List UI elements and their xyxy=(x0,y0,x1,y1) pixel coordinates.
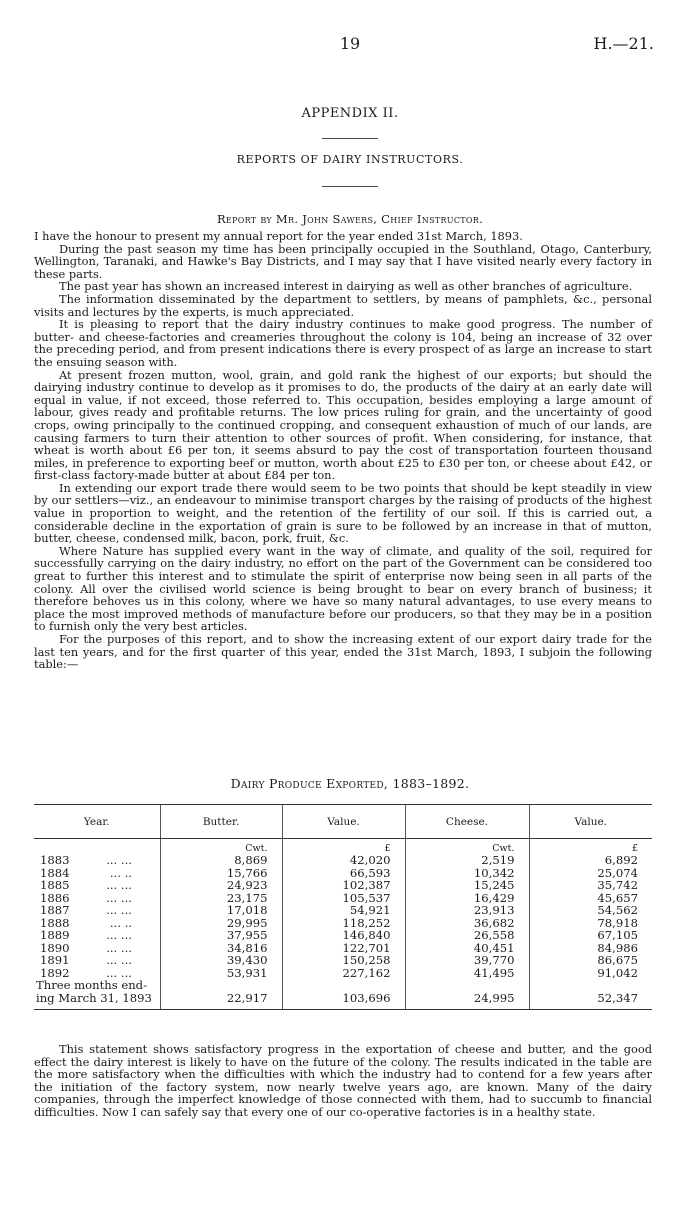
cheese-cell: 15,245 xyxy=(405,879,529,892)
butter-cell: 23,175 xyxy=(160,892,282,905)
paragraph: This statement shows satisfactory progress in the exportation of cheese and butter, and the good effect the dairy interest is likely to have on the future of the colony. The results indicated in the table are the more satisfactory when the difficulties with which the industry had to contend for a few years after the initiation of the factory system, now nearly twelve years ago, are known. Many of the dairy companies, through the imperfect knowledge of those connected with them, had to succumb to financial difficulties. Now I can safely say that every one of our co-operative factories is in a healthy state. xyxy=(34,1042,652,1119)
cheese-value-cell: 91,042 xyxy=(529,967,652,980)
cheese-cell: 26,558 xyxy=(405,929,529,942)
butter-value-cell: 118,252 xyxy=(282,917,405,930)
butter-cell: 34,816 xyxy=(160,942,282,955)
year-label: 1886 xyxy=(40,890,70,905)
year-label: 1892 xyxy=(40,965,70,980)
butter-value-cell: 66,593 xyxy=(282,867,405,880)
year-label: 1890 xyxy=(40,940,70,955)
butter-cell: 22,917 xyxy=(160,979,282,1010)
butter-value-cell: 54,921 xyxy=(282,904,405,917)
leader-dots: ... ... xyxy=(106,953,132,967)
cheese-value-cell: 25,074 xyxy=(529,867,652,880)
year-cell xyxy=(34,954,160,967)
cheese-cell: 24,995 xyxy=(405,979,529,1010)
divider-rule xyxy=(322,138,378,139)
unit-pound: £ xyxy=(282,839,405,855)
table-row-three-months xyxy=(34,979,652,1010)
cheese-value-cell: 45,657 xyxy=(529,892,652,905)
section-title: REPORTS OF DAIRY INSTRUCTORS. xyxy=(236,153,464,166)
butter-value-cell: 122,701 xyxy=(282,942,405,955)
column-header-butter: Butter. xyxy=(160,805,282,839)
butter-cell: 37,955 xyxy=(160,929,282,942)
divider-rule xyxy=(322,186,378,187)
table-row xyxy=(34,879,652,892)
butter-value-cell: 150,258 xyxy=(282,954,405,967)
cheese-cell: 16,429 xyxy=(405,892,529,905)
cheese-value-cell: 86,675 xyxy=(529,954,652,967)
paragraph: During the past season my time has been principally occupied in the Southland, Otago, Canterbury, Wellington, Taranaki, and Hawke's Bay Districts, and I may say that I have visited nearly every factory in these parts. xyxy=(34,241,652,281)
appendix-title: APPENDIX II. xyxy=(301,106,399,121)
paragraph: It is pleasing to report that the dairy industry continues to make good progress. The number of butter- and cheese-factories and creameries throughout the colony is 104, being an increase of 32 over the preceding period, and from present indications there is every prospect of as large an increase to start the ensuing season with. xyxy=(34,317,652,369)
leader-dots: ... ... xyxy=(106,890,132,905)
butter-value-cell: 227,162 xyxy=(282,967,405,980)
cheese-value-cell: 54,562 xyxy=(529,904,652,917)
leader-dots: ... ... xyxy=(106,965,132,980)
page-number: 19 xyxy=(339,34,361,53)
butter-cell: 29,995 xyxy=(160,917,282,930)
paragraph: In extending our export trade there would seem to be two points that should be kept steadily in view by our settlers—viz., an endeavour to minimise transport charges by the raising of products of the highest value in proportion to weight, and the retention of the fertility of our soil. If this is carried out, a considerable decline in the exportation of grain is sure to be followed by an increase in that of mutton, butter, cheese, condensed milk, bacon, pork, fruit, &c. xyxy=(34,480,652,546)
table-header-row xyxy=(34,805,652,839)
year-label: 1887 xyxy=(40,903,70,917)
butter-value-cell: 103,696 xyxy=(282,979,405,1010)
butter-cell: 15,766 xyxy=(160,867,282,880)
cheese-cell: 40,451 xyxy=(405,942,529,955)
butter-value-cell: 105,537 xyxy=(282,892,405,905)
cheese-value-cell: 78,918 xyxy=(529,917,652,930)
year-cell xyxy=(34,904,160,917)
leader-dots: ... ... xyxy=(106,903,132,917)
leader-dots: ... .. xyxy=(109,915,132,930)
year-label: 1885 xyxy=(40,878,70,892)
cheese-cell: 10,342 xyxy=(405,867,529,880)
report-byline: Report by Mr. John Sawers, Chief Instructor. xyxy=(216,212,484,226)
paragraph: I have the honour to present my annual report for the year ended 31st March, 1893. xyxy=(34,229,523,243)
paragraph: The past year has shown an increased interest in dairying as well as other branches of agriculture. xyxy=(59,279,633,294)
butter-cell: 8,869 xyxy=(160,854,282,867)
cheese-cell: 23,913 xyxy=(405,904,529,917)
year-label-line2: ing March 31, 1893 xyxy=(36,990,152,1005)
units-row xyxy=(34,839,652,855)
butter-value-cell: 102,387 xyxy=(282,879,405,892)
leader-dots: ... ... xyxy=(106,853,132,867)
column-header-butter-value: Value. xyxy=(282,805,405,839)
butter-cell: 24,923 xyxy=(160,879,282,892)
year-label: 1891 xyxy=(40,953,70,967)
butter-cell: 17,018 xyxy=(160,904,282,917)
butter-value-cell: 42,020 xyxy=(282,854,405,867)
cheese-value-cell: 6,892 xyxy=(529,854,652,867)
paragraph: At present frozen mutton, wool, grain, and gold rank the highest of our exports; but should the dairying industry continue to develop as it promises to do, the products of the dairy at an early date will equal in value, if not exceed, those referred to. This occupation, besides employing a large amount of labour, gives ready and profitable returns. The low prices ruling for grain, and the uncertainty of good crops, owing principally to the continued cropping, and consequent exhaustion of much of our lands, are causing farmers to turn their attention to other sources of profit. When considering, for instance, that wheat is worth about £6 per ton, it seems absurd to pay the cost of transportation fourteen thousand miles, in preference to exporting beef or mutton, worth about £25 to £30 per ton, or cheese about £42, or first-class factory-made butter at about £84 per ton. xyxy=(34,367,652,483)
cheese-value-cell: 35,742 xyxy=(529,879,652,892)
table-row xyxy=(34,904,652,917)
leader-dots: ... ... xyxy=(106,940,132,955)
cheese-cell: 41,495 xyxy=(405,967,529,980)
year-cell xyxy=(34,854,160,867)
leader-dots: ... .. xyxy=(109,865,132,880)
cheese-cell: 39,770 xyxy=(405,954,529,967)
unit-cwt: Cwt. xyxy=(160,839,282,855)
column-header-year: Year. xyxy=(34,805,160,839)
report-body xyxy=(34,230,652,671)
butter-cell: 53,931 xyxy=(160,967,282,980)
document-reference: H.—21. xyxy=(593,34,654,53)
leader-dots: ... ... xyxy=(106,878,132,892)
year-label-line1: Three months end- xyxy=(36,978,148,992)
cheese-cell: 36,682 xyxy=(405,917,529,930)
paragraph: The information disseminated by the department to settlers, by means of pamphlets, &c., personal visits and lectures by the experts, is much appreciated. xyxy=(34,291,652,319)
year-label: 1884 xyxy=(40,865,70,880)
table-row xyxy=(34,929,652,942)
table-row xyxy=(34,854,652,867)
dairy-export-table xyxy=(34,804,652,1010)
table-title: Dairy Produce Exported, 1883–1892. xyxy=(230,776,470,791)
cheese-value-cell: 67,105 xyxy=(529,929,652,942)
closing-section xyxy=(34,1043,652,1119)
year-cell xyxy=(34,979,160,1010)
year-label: 1883 xyxy=(40,853,70,867)
cheese-cell: 2,519 xyxy=(405,854,529,867)
year-cell xyxy=(34,929,160,942)
paragraph: For the purposes of this report, and to show the increasing extent of our export dairy trade for the last ten years, and for the first quarter of this year, ended the 31st March, 1893, I subjoin the following table:— xyxy=(34,632,652,672)
paragraph: Where Nature has supplied every want in the way of climate, and quality of the soil, required for successfully carrying on the dairy industry, no effort on the part of the Government can be considered too great to further this interest and to stimulate the spirit of enterprise now being seen in all parts of the colony. All over the civilised world science is being brought to bear on every branch of business; it therefore behoves us in this colony, where we have so many natural advantages, to use every means to place the most improved methods of manufacture before our producers, so that they may be in a position to furnish only the very best articles. xyxy=(34,543,652,634)
year-label: 1889 xyxy=(40,928,70,942)
column-header-cheese-value: Value. xyxy=(529,805,652,839)
year-label: 1888 xyxy=(40,915,70,930)
leader-dots: ... ... xyxy=(106,928,132,942)
unit-cwt: Cwt. xyxy=(405,839,529,855)
butter-value-cell: 146,840 xyxy=(282,929,405,942)
cheese-value-cell: 84,986 xyxy=(529,942,652,955)
year-cell xyxy=(34,879,160,892)
column-header-cheese: Cheese. xyxy=(405,805,529,839)
table-row xyxy=(34,954,652,967)
butter-cell: 39,430 xyxy=(160,954,282,967)
unit-pound: £ xyxy=(529,839,652,855)
cheese-value-cell: 52,347 xyxy=(529,979,652,1010)
